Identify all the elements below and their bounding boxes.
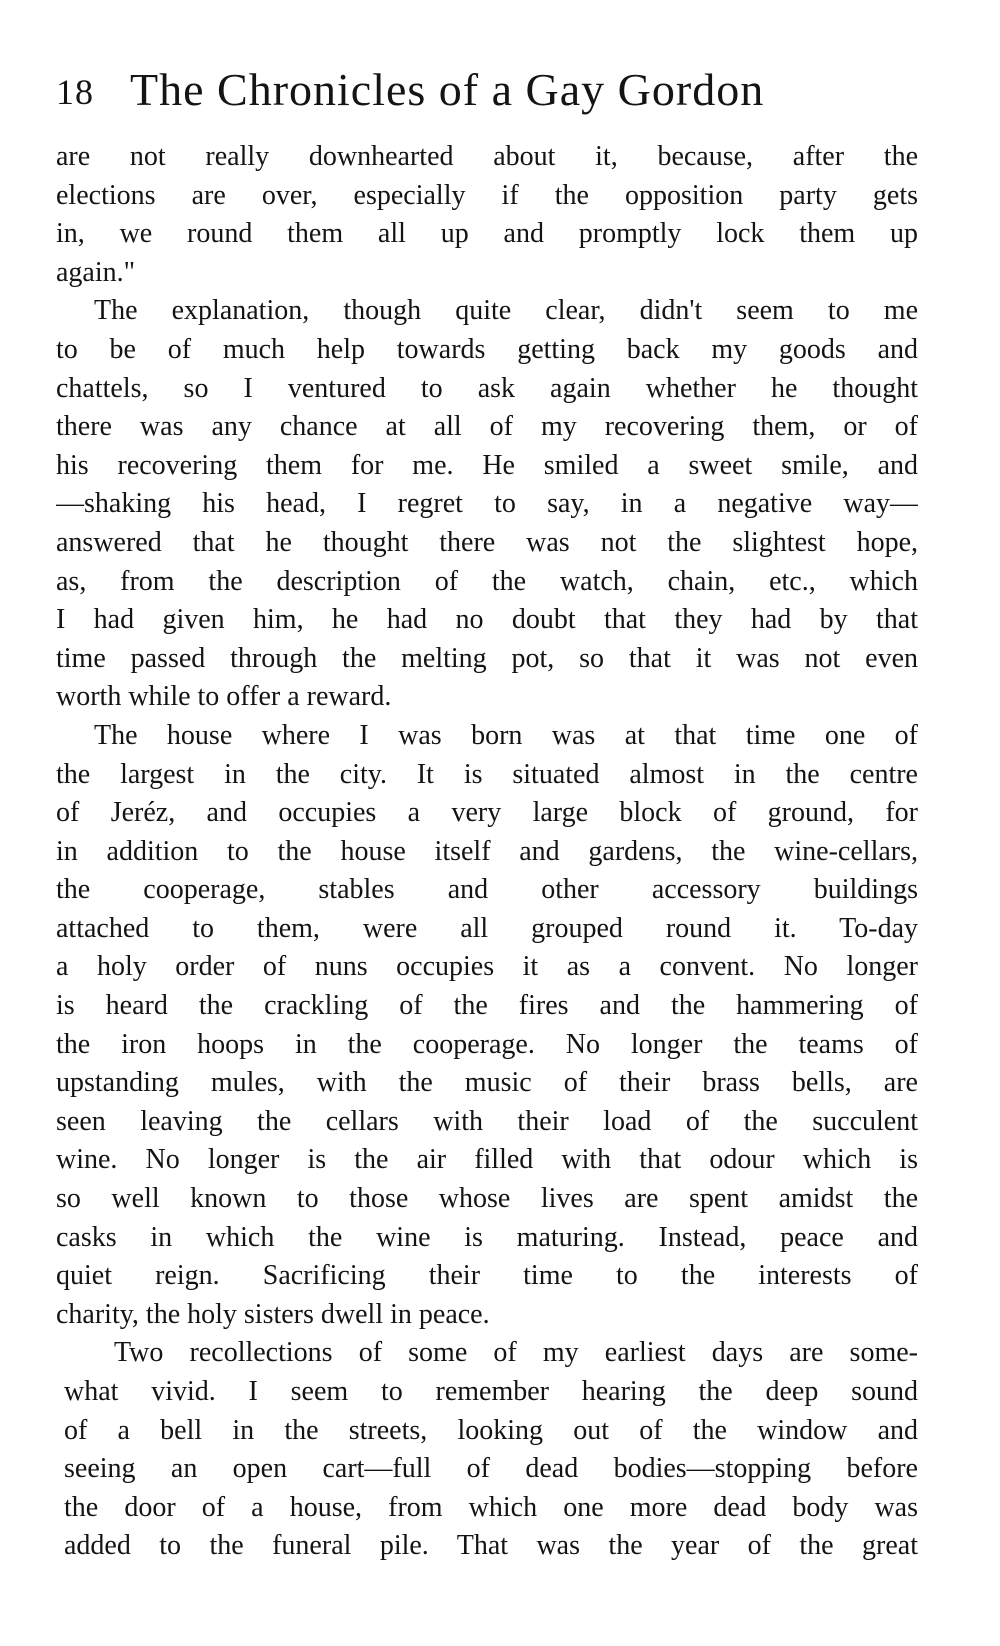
text-line: seeing an open cart—full of dead bodies—stopping before	[64, 1453, 918, 1485]
text-line: I had given him, he had no doubt that they had by that	[56, 604, 918, 636]
text-line: casks in which the wine is maturing. Instead, peace and	[56, 1221, 918, 1253]
text-line: a holy order of nuns occupies it as a convent. No longer	[56, 951, 918, 983]
text-line: to be of much help towards getting back my goods and	[56, 333, 918, 365]
text-line: of a bell in the streets, looking out of the window and	[64, 1414, 918, 1446]
text-line: upstanding mules, with the music of their brass bells, are	[56, 1067, 918, 1099]
text-line: charity, the holy sisters dwell in peace.	[56, 1298, 490, 1330]
text-line: the largest in the city. It is situated almost in the centre	[56, 758, 918, 790]
text-line: The explanation, though quite clear, didn't seem to me	[94, 295, 918, 327]
text-line: quiet reign. Sacrificing their time to the interests of	[56, 1260, 918, 1292]
page-header	[56, 62, 946, 122]
text-line: wine. No longer is the air filled with that odour which is	[56, 1144, 918, 1176]
text-line: again."	[56, 256, 136, 288]
text-line: worth while to offer a reward.	[56, 681, 392, 713]
text-line: the iron hoops in the cooperage. No longer the teams of	[56, 1028, 918, 1060]
text-line: is heard the crackling of the fires and the hammering of	[56, 990, 918, 1022]
text-line: answered that he thought there was not the slightest hope,	[56, 526, 918, 558]
text-line: there was any chance at all of my recovering them, or of	[56, 411, 918, 443]
text-line: in, we round them all up and promptly lock them up	[56, 218, 918, 250]
paragraph-house	[56, 717, 918, 1335]
paragraph-explanation	[56, 292, 918, 717]
text-line: the cooperage, stables and other accessory buildings	[56, 874, 918, 906]
paragraph-recollections	[56, 1334, 918, 1566]
text-line: elections are over, especially if the opposition party gets	[56, 179, 918, 211]
text-line: seen leaving the cellars with their load of the succulent	[56, 1105, 918, 1137]
running-title: The Chronicles of a Gay Gordon	[130, 64, 765, 115]
text-line: as, from the description of the watch, chain, etc., which	[56, 565, 918, 597]
text-line: attached to them, were all grouped round it. To-day	[56, 912, 918, 944]
text-line: so well known to those whose lives are spent amidst the	[56, 1183, 918, 1215]
text-line: the door of a house, from which one more dead body was	[64, 1491, 918, 1523]
text-line: The house where I was born was at that time one of	[94, 719, 918, 751]
text-line: chattels, so I ventured to ask again whether he thought	[56, 372, 918, 404]
text-line: are not really downhearted about it, because, after the	[56, 141, 918, 172]
text-line: of Jeréz, and occupies a very large block of ground, for	[56, 797, 918, 829]
paragraph-continued	[56, 138, 918, 292]
text-line: in addition to the house itself and gardens, the wine-cellars,	[56, 835, 918, 867]
text-line: —shaking his head, I regret to say, in a negative way—	[56, 488, 918, 520]
text-line: Two recollections of some of my earliest days are some-	[114, 1337, 918, 1369]
page-number: 18	[56, 72, 94, 112]
body-text	[56, 138, 918, 1566]
text-line: his recovering them for me. He smiled a sweet smile, and	[56, 449, 918, 481]
text-line: what vivid. I seem to remember hearing the deep sound	[64, 1376, 918, 1407]
text-line: added to the funeral pile. That was the year of the great	[64, 1530, 918, 1562]
text-line: time passed through the melting pot, so that it was not even	[56, 642, 918, 674]
